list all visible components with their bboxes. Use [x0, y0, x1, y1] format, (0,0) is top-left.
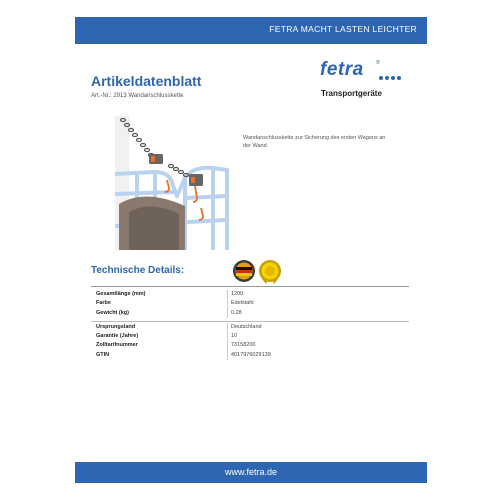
page-title: Artikeldatenblatt	[91, 73, 202, 89]
spec-value: 0.28	[231, 309, 242, 316]
spec-value: Edelstahl	[231, 300, 254, 307]
spec-value: 1200	[231, 291, 244, 297]
fetra-logo	[315, 59, 415, 109]
spec-row	[91, 332, 409, 341]
section-heading-technical-details: Technische Details:	[91, 265, 185, 276]
section-divider	[91, 286, 409, 287]
spec-row	[91, 341, 409, 350]
website-link[interactable]: www.fetra.de	[224, 467, 278, 477]
brand-tagline: Transportgeräte	[321, 89, 382, 98]
spec-label: Gewicht (kg)	[96, 309, 130, 316]
banner-slogan: FETRA MACHT LASTEN LEICHTER	[269, 24, 417, 34]
brand-dots	[379, 76, 405, 80]
spec-label: Zolltarifnummer	[96, 342, 138, 349]
spec-value: Deutschland	[231, 323, 262, 330]
quality-badges	[232, 257, 282, 285]
spec-label: Gesamtlänge (mm)	[96, 291, 146, 297]
brand-name: fetra	[320, 59, 364, 80]
spec-value: 73158200	[231, 342, 256, 349]
spec-value: 10	[231, 333, 238, 340]
article-number: Art.-Nr.: 2913 Wandanschlusskette	[91, 93, 184, 99]
product-image	[115, 116, 247, 250]
bottom-banner	[75, 462, 427, 483]
datasheet-page	[75, 17, 427, 483]
made-in-germany-badge-icon	[233, 260, 255, 282]
spec-label: Farbe	[96, 300, 111, 307]
spec-value: 4017976029139	[231, 351, 271, 358]
guarantee-badge-icon	[259, 260, 281, 284]
spec-row	[91, 309, 409, 318]
registered-mark: ®	[376, 60, 380, 66]
technical-details-table	[91, 290, 409, 360]
product-description: Wandanschlusskette zur Sicherung des ersten Wagens an der Wand.	[243, 135, 386, 149]
spec-row	[91, 290, 409, 299]
spec-row	[91, 323, 409, 332]
top-banner	[75, 17, 427, 44]
spec-label: Garantie (Jahre)	[96, 333, 139, 340]
spec-row	[91, 351, 409, 360]
spec-row	[91, 299, 409, 308]
spec-label: Ursprungsland	[96, 323, 136, 330]
spec-label: GTIN	[96, 351, 110, 358]
spec-group-divider	[91, 321, 409, 322]
